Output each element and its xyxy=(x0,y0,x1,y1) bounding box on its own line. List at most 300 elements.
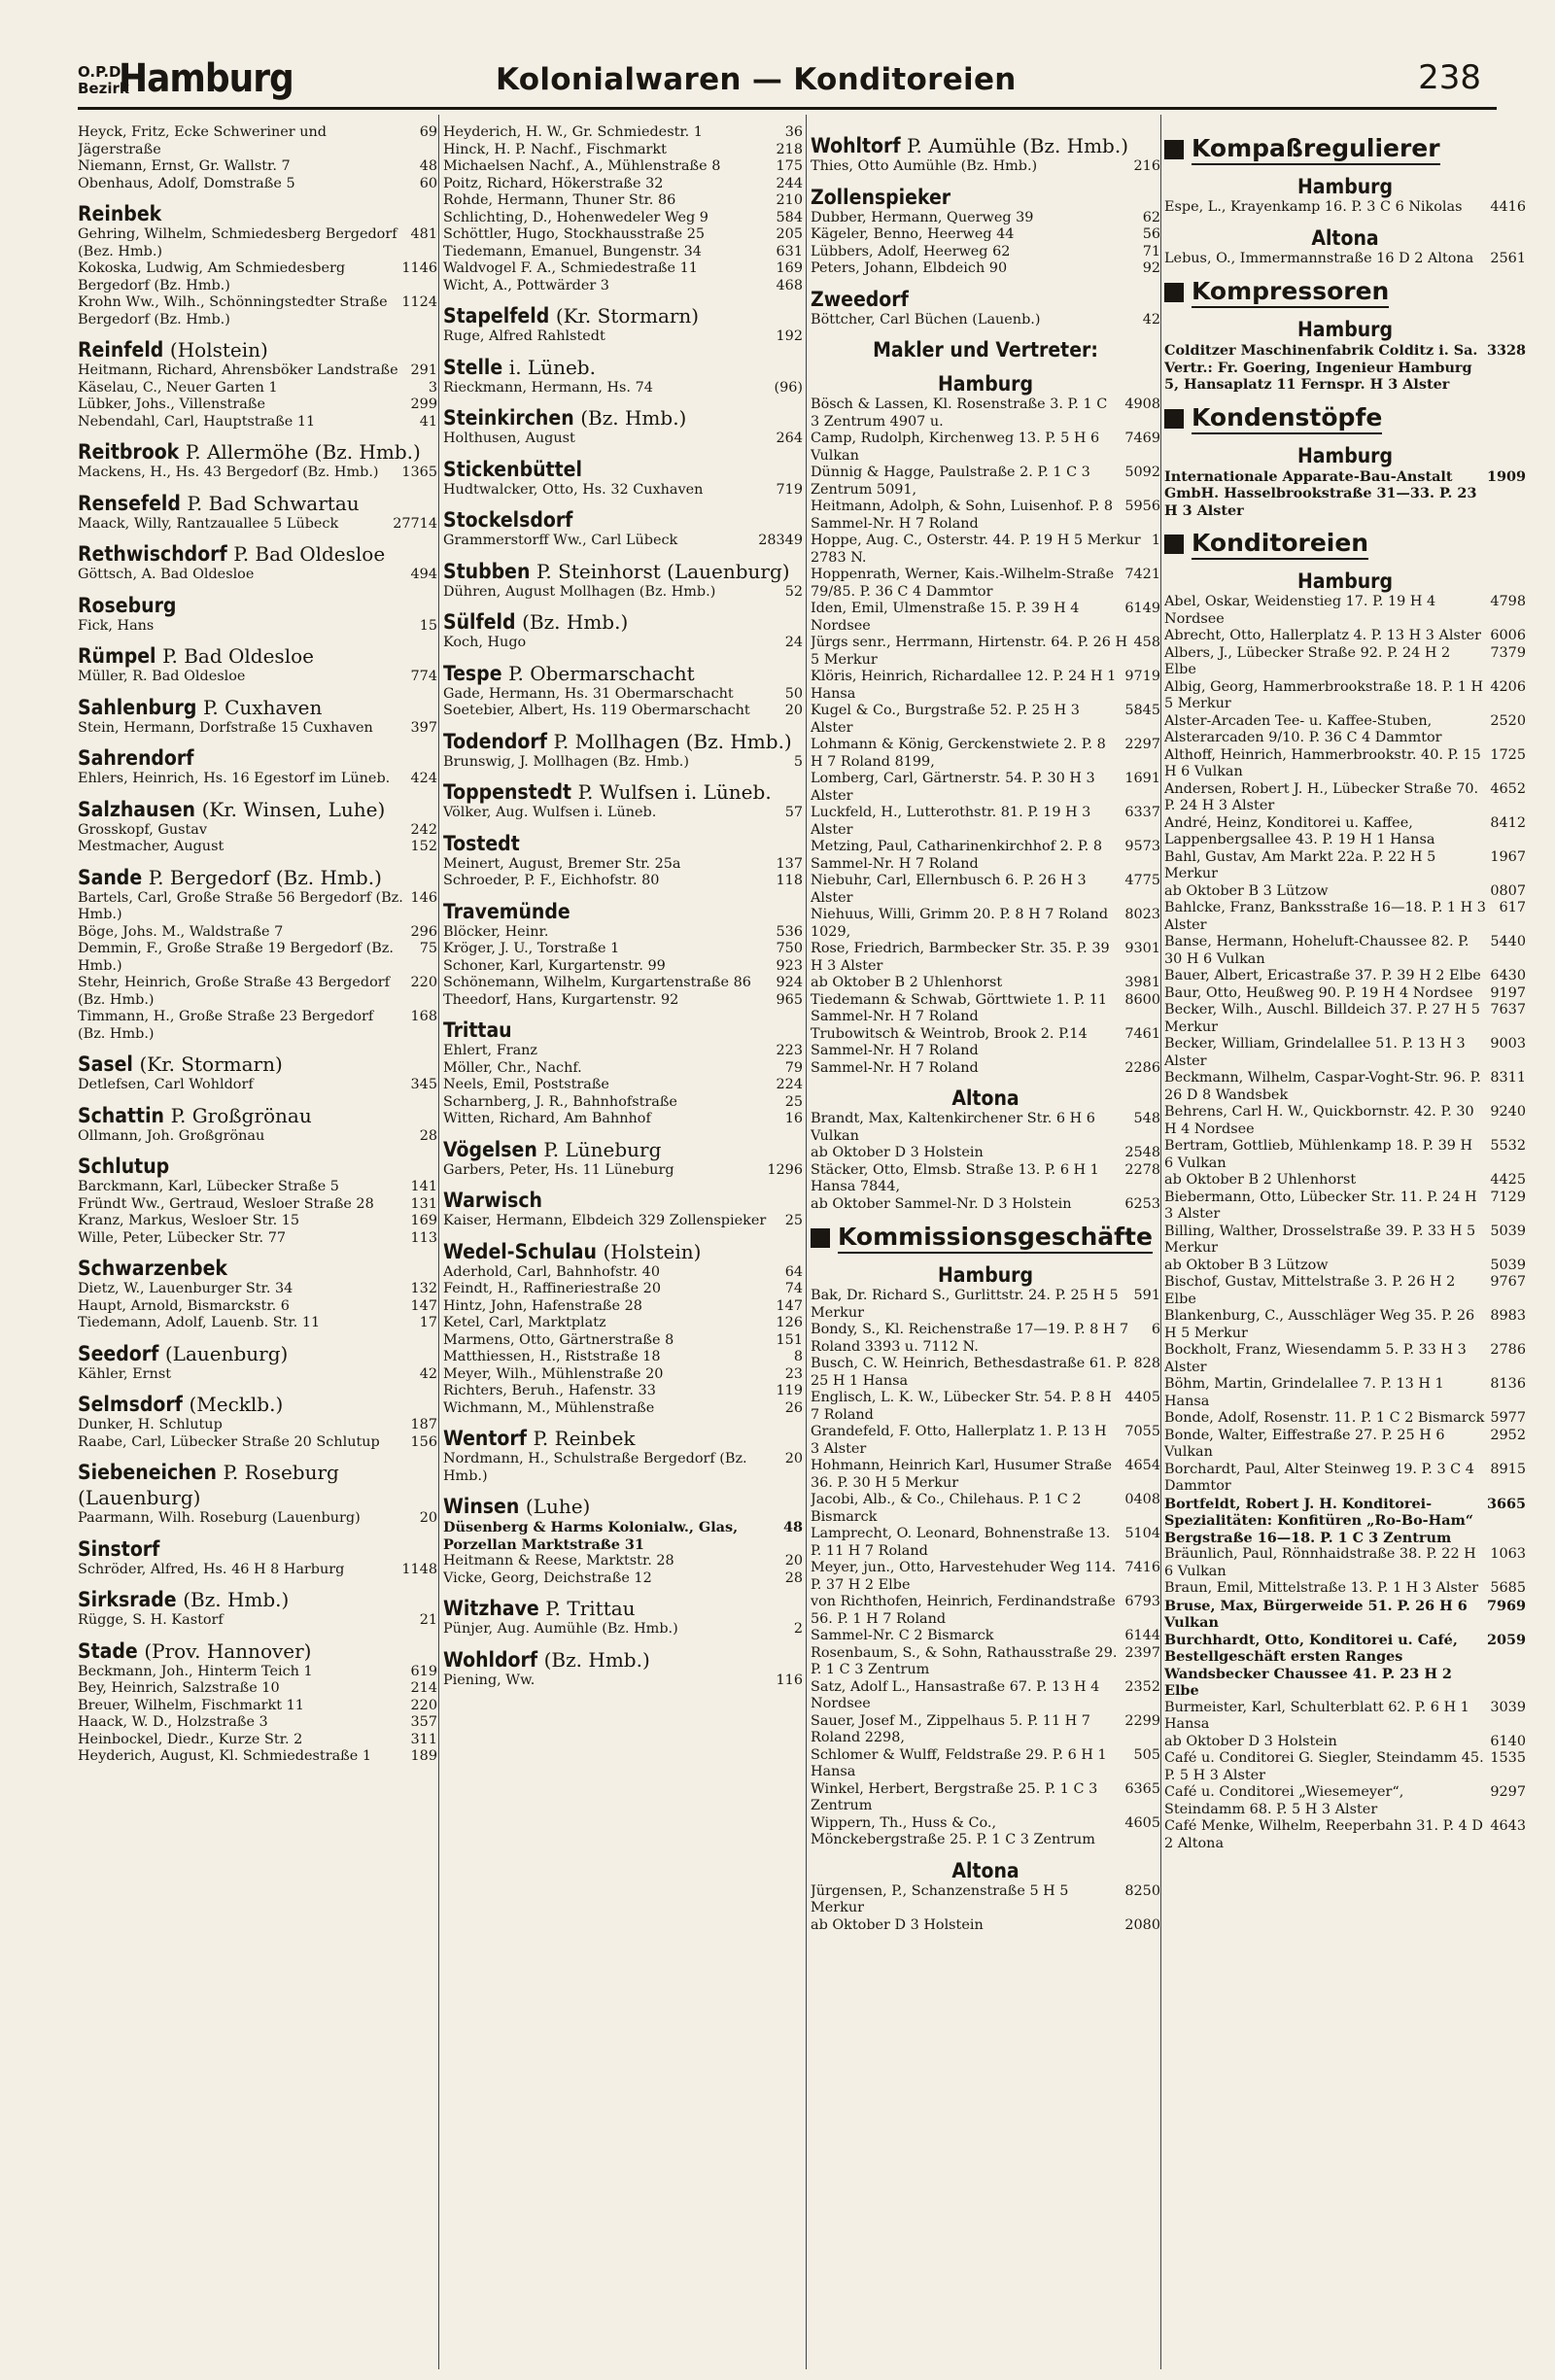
entry-number: 584 xyxy=(776,209,803,225)
place-heading xyxy=(443,1647,803,1673)
entry-text: Bruse, Max, Bürgerweide 51. P. 26 H 6 Vulkan xyxy=(1164,1597,1468,1631)
entry-text: Böhm, Martin, Grindelallee 7. P. 13 H 1 Hansa xyxy=(1164,1376,1444,1409)
entry-text: Raabe, Carl, Lübecker Straße 20 Schlutup xyxy=(78,1433,380,1450)
directory-entry xyxy=(78,465,437,482)
directory-entry xyxy=(443,1213,803,1230)
directory-entry xyxy=(78,260,437,294)
entry-number: 36 xyxy=(784,124,803,140)
entry-text: Bahl, Gustav, Am Markt 22a. P. 22 H 5 Merkur xyxy=(1164,848,1436,881)
entry-text: Klöris, Heinrich, Richardallee 12. P. 24 H 1 Hansa xyxy=(811,669,1117,702)
place-heading xyxy=(443,355,803,380)
entry-number: 8915 xyxy=(1490,1461,1526,1477)
entry-text: Käselau, C., Neuer Garten 1 xyxy=(78,379,278,396)
place-heading xyxy=(443,661,803,686)
entry-number: 9240 xyxy=(1490,1104,1526,1120)
entry-text: Blankenburg, C., Ausschläger Weg 35. P. 26 H 5 Merkur xyxy=(1164,1308,1475,1341)
entry-number: 20 xyxy=(784,703,803,718)
entry-text: Haupt, Arnold, Bismarckstr. 6 xyxy=(78,1297,290,1314)
place-name: Seedorf xyxy=(78,1341,159,1365)
directory-entry xyxy=(1164,1002,1526,1036)
directory-entry xyxy=(443,873,803,890)
directory-entry xyxy=(443,924,803,942)
entry-text: Grandefeld, F. Otto, Hallerplatz 1. P. 13 H 3 Alster xyxy=(811,1424,1107,1457)
directory-entry xyxy=(443,1111,803,1128)
entry-text: Rosenbaum, S., & Sohn, Rathausstraße 29. P. 1 C 3 Zentrum xyxy=(811,1644,1118,1677)
entry-text: Wippern, Th., Huss & Co., Mönckebergstraße 25. P. 1 C 3 Zentrum xyxy=(811,1814,1095,1847)
place-heading xyxy=(811,1086,1160,1111)
entry-text: Café u. Conditorei „Wiesemeyer“, Steindamm 68. P. 5 H 3 Alster xyxy=(1164,1784,1404,1817)
entry-number: 1535 xyxy=(1490,1750,1526,1766)
place-heading xyxy=(78,643,437,669)
directory-entry xyxy=(78,414,437,431)
entry-text: Schlichting, D., Hohenwedeler Weg 9 xyxy=(443,209,708,225)
entry-number: 617 xyxy=(1499,900,1526,915)
entry-text: Schröder, Alfred, Hs. 46 H 8 Harburg xyxy=(78,1561,345,1577)
directory-entry xyxy=(811,1781,1160,1815)
entry-text: Sammel-Nr. H 7 Roland xyxy=(811,1059,979,1076)
directory-entry xyxy=(811,1679,1160,1713)
directory-entry xyxy=(811,226,1160,244)
directory-entry xyxy=(443,1349,803,1366)
entry-number: 28349 xyxy=(758,533,803,548)
entry-text: Albig, Georg, Hammerbrookstraße 18. P. 1 H 5 Merkur xyxy=(1164,678,1484,711)
place-name: Hamburg xyxy=(1296,443,1394,467)
column-divider xyxy=(1160,115,1161,2369)
entry-text: Schroeder, P. F., Eichhofstr. 80 xyxy=(443,873,660,888)
entry-text: Tiedemann & Schwab, Görttwiete 1. P. 11 Sammel-Nr. H 7 Roland xyxy=(811,991,1108,1024)
directory-entry xyxy=(1164,1342,1526,1376)
directory-entry xyxy=(1164,713,1526,747)
entry-number: 2286 xyxy=(1124,1059,1160,1076)
entry-text: Marmens, Otto, Gärtnerstraße 8 xyxy=(443,1331,674,1348)
entry-number: 7416 xyxy=(1124,1560,1160,1575)
entry-number: 2080 xyxy=(1124,1916,1160,1933)
entry-number: 357 xyxy=(410,1714,437,1730)
entry-text: Heyderich, H. W., Gr. Schmiedestr. 1 xyxy=(443,124,703,140)
place-name: Rensefeld xyxy=(78,491,181,515)
entry-text: Niemann, Ernst, Gr. Wallstr. 7 xyxy=(78,158,291,174)
entry-text: Hoppe, Aug. C., Osterstr. 44. P. 19 H 5 Merkur 2783 N. xyxy=(811,533,1141,566)
square-bullet-icon xyxy=(1164,409,1184,429)
directory-entry xyxy=(443,584,803,602)
entry-number: 118 xyxy=(776,873,803,888)
entry-text: Düsenberg & Harms Kolonialw., Glas, Porzellan Marktstraße 31 xyxy=(443,1519,739,1553)
entry-text: Grammerstorff Ww., Carl Lübeck xyxy=(443,533,678,548)
entry-text: Stehr, Heinrich, Große Straße 43 Bergedorf (Bz. Hmb.) xyxy=(78,975,390,1008)
entry-text: Brunswig, J. Mollhagen (Bz. Hmb.) xyxy=(443,753,689,770)
entry-text: Matthiessen, H., Riststraße 18 xyxy=(443,1349,661,1364)
directory-entry xyxy=(811,158,1160,176)
entry-text: Demmin, F., Große Straße 19 Bergedorf (Bz. Hmb.) xyxy=(78,941,394,974)
directory-entry xyxy=(443,703,803,720)
entry-text: Nebendahl, Carl, Hauptstraße 11 xyxy=(78,413,316,430)
place-heading xyxy=(811,1858,1160,1883)
entry-text: Dunker, H. Schlutup xyxy=(78,1417,223,1432)
directory-entry xyxy=(443,1451,803,1485)
entry-text: ab Oktober B 2 Uhlenhorst xyxy=(1164,1172,1357,1188)
entry-text: Michaelsen Nachf., A., Mühlenstraße 8 xyxy=(443,158,721,174)
directory-entry xyxy=(78,124,437,158)
directory-entry xyxy=(443,1281,803,1298)
entry-number: 20 xyxy=(784,1553,803,1569)
directory-entry xyxy=(78,1417,437,1434)
entry-text: Blöcker, Heinr. xyxy=(443,923,549,940)
entry-number: 62 xyxy=(1142,209,1160,225)
entry-number: 6140 xyxy=(1490,1733,1526,1749)
entry-number: 5845 xyxy=(1124,703,1160,718)
post-office: (Bz. Hmb.) xyxy=(183,1588,290,1611)
entry-text: Ollmann, Joh. Großgrönau xyxy=(78,1127,265,1144)
entry-number: 424 xyxy=(410,771,437,786)
directory-entry xyxy=(811,1162,1160,1196)
directory-entry xyxy=(811,601,1160,635)
entry-text: Wicht, A., Pottwärder 3 xyxy=(443,277,609,293)
entry-number: 169 xyxy=(410,1213,437,1228)
entry-number: 20 xyxy=(419,1510,437,1526)
place-heading xyxy=(443,779,803,805)
entry-text: Schönemann, Wilhelm, Kurgartenstraße 86 xyxy=(443,975,751,990)
entry-text: Meinert, August, Bremer Str. 25a xyxy=(443,855,681,872)
directory-entry xyxy=(1164,645,1526,679)
entry-number: 175 xyxy=(776,158,803,174)
entry-text: Wille, Peter, Lübecker Str. 77 xyxy=(78,1229,287,1246)
directory-entry xyxy=(78,1732,437,1749)
column-1 xyxy=(78,124,437,2360)
place-name: Altona xyxy=(951,1087,1019,1110)
entry-text: Heitmann, Richard, Ahrensböker Landstraße xyxy=(78,362,398,378)
place-name: Hamburg xyxy=(1296,569,1394,593)
directory-entry xyxy=(811,1628,1160,1645)
directory-entry xyxy=(78,771,437,788)
entry-number: 4206 xyxy=(1490,678,1526,695)
entry-number: 591 xyxy=(1133,1288,1160,1303)
entry-number: 3665 xyxy=(1486,1495,1526,1512)
section-heading xyxy=(1164,134,1526,165)
place-heading xyxy=(443,507,803,533)
directory-entry xyxy=(811,1917,1160,1935)
directory-entry xyxy=(1164,1546,1526,1580)
entry-text: Biebermann, Otto, Lübecker Str. 11. P. 24 H 3 Alster xyxy=(1164,1189,1477,1222)
directory-entry xyxy=(78,1179,437,1196)
directory-entry xyxy=(1164,1036,1526,1070)
entry-text: Kugel & Co., Burgstraße 52. P. 25 H 3 Alster xyxy=(811,703,1080,736)
directory-entry xyxy=(443,1060,803,1078)
directory-entry xyxy=(78,380,437,397)
entry-number: 7461 xyxy=(1124,1025,1160,1042)
entry-text: Burchhardt, Otto, Konditorei u. Café, Bestellgeschäft ersten Ranges Wandsbecker Chaussee 41. P. 23 H 2 Elbe xyxy=(1164,1631,1458,1699)
directory-entry xyxy=(443,244,803,261)
place-name: Trittau xyxy=(443,1018,512,1042)
entry-text: Vicke, Georg, Deichstraße 12 xyxy=(443,1569,652,1586)
entry-number: 42 xyxy=(1142,311,1160,328)
entry-number: 1296 xyxy=(767,1161,803,1178)
place-name: Wedel-Schulau xyxy=(443,1239,597,1263)
entry-text: Brandt, Max, Kaltenkirchener Str. 6 H 6 Vulkan xyxy=(811,1111,1095,1144)
post-office: (Kr. Stormarn) xyxy=(139,1052,283,1076)
entry-number: 205 xyxy=(776,226,803,242)
directory-entry xyxy=(1164,815,1526,849)
directory-entry xyxy=(811,1322,1160,1356)
entry-number: 25 xyxy=(784,1093,803,1110)
place-name: Altona xyxy=(951,1858,1019,1882)
entry-text: Stein, Hermann, Dorfstraße 15 Cuxhaven xyxy=(78,719,373,736)
entry-text: Wichmann, M., Mühlenstraße xyxy=(443,1399,655,1416)
entry-number: 1124 xyxy=(401,294,437,310)
directory-entry xyxy=(443,278,803,295)
entry-text: Espe, L., Krayenkamp 16. P. 3 C 6 Nikolas xyxy=(1164,199,1463,215)
entry-number: 9767 xyxy=(1490,1274,1526,1290)
directory-entry xyxy=(1164,1700,1526,1734)
place-heading xyxy=(1164,174,1526,199)
square-bullet-icon xyxy=(811,1228,830,1248)
entry-text: Tiedemann, Emanuel, Bungenstr. 34 xyxy=(443,243,702,259)
entry-text: Bischof, Gustav, Mittelstraße 3. P. 26 H 2 Elbe xyxy=(1164,1274,1456,1307)
directory-entry xyxy=(78,720,437,738)
place-heading xyxy=(443,457,803,482)
column-2 xyxy=(443,124,803,2360)
directory-entry xyxy=(1164,1410,1526,1428)
directory-entry xyxy=(811,703,1160,737)
directory-entry xyxy=(78,1281,437,1298)
directory-entry xyxy=(443,1570,803,1588)
entry-text: Meyer, jun., Otto, Harvestehuder Weg 114. P. 37 H 2 Elbe xyxy=(811,1560,1117,1593)
directory-entry xyxy=(443,941,803,958)
directory-entry xyxy=(1164,1138,1526,1172)
place-name: Altona xyxy=(1311,225,1379,250)
entry-number: 828 xyxy=(1133,1356,1160,1371)
place-name: Schattin xyxy=(78,1103,164,1127)
entry-number: 397 xyxy=(410,719,437,736)
entry-text: Ehlers, Heinrich, Hs. 16 Egestorf im Lüneb. xyxy=(78,771,391,786)
section-title: Kondenstöpfe xyxy=(1192,403,1382,434)
place-name: Zollenspieker xyxy=(811,185,951,209)
place-heading xyxy=(78,695,437,720)
directory-entry xyxy=(78,1298,437,1316)
post-office: P. Trittau xyxy=(545,1597,636,1620)
directory-entry xyxy=(811,1883,1160,1917)
directory-entry xyxy=(78,176,437,193)
entry-text: Mackens, H., Hs. 43 Bergedorf (Bz. Hmb.) xyxy=(78,465,379,480)
entry-text: Rügge, S. H. Kastorf xyxy=(78,1612,224,1628)
entry-number: 141 xyxy=(410,1179,437,1194)
place-heading xyxy=(443,1188,803,1213)
place-name: Hamburg xyxy=(1296,175,1394,198)
entry-number: 311 xyxy=(410,1731,437,1747)
entry-number: 1148 xyxy=(401,1561,437,1577)
entry-number: 147 xyxy=(410,1297,437,1314)
entry-text: Metzing, Paul, Catharinenkirchhof 2. P. 8 Sammel-Nr. H 7 Roland xyxy=(811,839,1102,872)
directory-entry xyxy=(78,294,437,328)
place-heading xyxy=(443,1426,803,1451)
place-heading xyxy=(443,609,803,635)
entry-number: 28 xyxy=(784,1569,803,1586)
bezirk-label: Bezirk xyxy=(78,80,129,97)
directory-entry xyxy=(811,975,1160,992)
directory-entry xyxy=(1164,1258,1526,1275)
entry-number: 244 xyxy=(776,175,803,191)
column-divider xyxy=(806,115,807,2369)
place-heading xyxy=(78,1341,437,1366)
place-heading xyxy=(443,405,803,431)
place-heading xyxy=(811,1262,1160,1288)
place-heading xyxy=(78,1103,437,1128)
section-heading xyxy=(1164,403,1526,434)
entry-number: 71 xyxy=(1142,243,1160,259)
entry-text: Witten, Richard, Am Bahnhof xyxy=(443,1111,651,1126)
entry-text: André, Heinz, Konditorei u. Kaffee, Lappenbergsallee 43. P. 19 H 1 Hansa xyxy=(1164,814,1435,847)
entry-number: 5977 xyxy=(1490,1410,1526,1426)
entry-text: Café Menke, Wilhelm, Reeperbahn 31. P. 4 D 2 Altona xyxy=(1164,1818,1483,1851)
directory-entry xyxy=(443,1553,803,1570)
entry-number: 5956 xyxy=(1124,499,1160,514)
entry-text: Aderhold, Carl, Bahnhofstr. 40 xyxy=(443,1263,660,1280)
entry-text: Neels, Emil, Poststraße xyxy=(443,1077,609,1092)
entry-number: 8136 xyxy=(1490,1376,1526,1392)
entry-number: 9297 xyxy=(1490,1784,1526,1800)
place-heading xyxy=(443,899,803,924)
entry-text: Dietz, W., Lauenburger Str. 34 xyxy=(78,1281,294,1296)
place-name: Todendorf xyxy=(443,729,547,753)
entry-number: (96) xyxy=(774,379,803,396)
directory-entry xyxy=(78,941,437,975)
place-name: Hamburg xyxy=(1296,318,1394,341)
entry-number: 210 xyxy=(776,192,803,208)
directory-entry xyxy=(811,941,1160,975)
entry-number: 924 xyxy=(776,975,803,990)
directory-entry xyxy=(1164,628,1526,645)
directory-entry xyxy=(811,669,1160,703)
entry-number: 57 xyxy=(784,805,803,820)
entry-text: Winkel, Herbert, Bergstraße 25. P. 1 C 3 Zentrum xyxy=(811,1780,1098,1813)
directory-entry xyxy=(1164,1818,1526,1852)
directory-entry xyxy=(78,1510,437,1528)
directory-entry xyxy=(811,805,1160,839)
directory-entry xyxy=(78,158,437,176)
directory-entry xyxy=(811,260,1160,278)
place-name: Stade xyxy=(78,1638,138,1663)
place-name: Selmsdorf xyxy=(78,1393,183,1416)
entry-number: 2299 xyxy=(1124,1712,1160,1729)
entry-number: 264 xyxy=(776,431,803,446)
directory-entry xyxy=(1164,934,1526,968)
entry-number: 7469 xyxy=(1124,431,1160,446)
entry-number: 15 xyxy=(419,617,437,634)
entry-number: 5440 xyxy=(1490,934,1526,949)
directory-entry xyxy=(443,975,803,992)
entry-number: 224 xyxy=(776,1077,803,1092)
entry-number: 152 xyxy=(410,839,437,854)
entry-number: 619 xyxy=(410,1663,437,1679)
entry-text: Baur, Otto, Heußweg 90. P. 19 H 4 Nordsee xyxy=(1164,984,1473,1001)
entry-number: 2952 xyxy=(1490,1427,1526,1443)
post-office: P. Steinhorst (Lauenburg) xyxy=(536,559,790,583)
post-office: (Bz. Hmb.) xyxy=(543,1647,650,1672)
place-heading xyxy=(78,745,437,771)
entry-number: 17 xyxy=(419,1315,437,1330)
post-office: P. Roseburg (Lauenburg) xyxy=(78,1461,339,1509)
directory-entry xyxy=(1164,1190,1526,1224)
section-title: Kompressoren xyxy=(1192,277,1389,308)
page-header xyxy=(78,56,1497,110)
post-office: (Lauenburg) xyxy=(164,1341,289,1365)
entry-number: 719 xyxy=(776,481,803,498)
directory-entry xyxy=(78,822,437,840)
entry-text: Peters, Johann, Elbdeich 90 xyxy=(811,260,1008,276)
directory-entry xyxy=(78,1714,437,1732)
entry-number: 147 xyxy=(776,1297,803,1314)
entry-text: Kröger, J. U., Torstraße 1 xyxy=(443,941,620,956)
entry-number: 0807 xyxy=(1490,882,1526,899)
place-name: Zweedorf xyxy=(811,287,909,311)
entry-text: Heyderich, August, Kl. Schmiedestraße 1 xyxy=(78,1748,372,1764)
directory-entry xyxy=(1164,849,1526,883)
place-name: Reitbrook xyxy=(78,440,180,464)
post-office: P. Bad Oldesloe xyxy=(162,644,314,668)
post-office: P. Lüneburg xyxy=(543,1137,662,1161)
entry-number: 5104 xyxy=(1124,1526,1160,1541)
directory-entry xyxy=(811,1424,1160,1458)
directory-entry xyxy=(443,1383,803,1400)
place-name: Siebeneichen xyxy=(78,1461,217,1484)
entry-text: Böge, Johs. M., Waldstraße 7 xyxy=(78,923,284,940)
place-name: Steinkirchen xyxy=(443,406,574,430)
entry-number: 220 xyxy=(410,975,437,990)
section-heading xyxy=(811,1223,1160,1254)
entry-text: Lübbers, Adolf, Heerweg 62 xyxy=(811,243,1011,259)
entry-text: Grosskopf, Gustav xyxy=(78,821,208,838)
entry-number: 481 xyxy=(410,226,437,242)
entry-text: Feindt, H., Raffineriestraße 20 xyxy=(443,1281,661,1296)
entry-text: Haack, W. D., Holzstraße 3 xyxy=(78,1714,268,1730)
entry-text: Lamprecht, O. Leonard, Bohnenstraße 13. P. 11 H 7 Roland xyxy=(811,1526,1111,1559)
entry-text: Bonde, Walter, Eiffestraße 27. P. 25 H 6 Vulkan xyxy=(1164,1427,1445,1460)
entry-text: ab Oktober B 2 Uhlenhorst xyxy=(811,975,1003,990)
entry-text: Schlomer & Wulff, Feldstraße 29. P. 6 H 1 Hansa xyxy=(811,1746,1107,1779)
entry-text: ab Oktober D 3 Holstein xyxy=(811,1145,984,1160)
entry-number: 3039 xyxy=(1490,1699,1526,1715)
entry-text: Ehlert, Franz xyxy=(443,1043,537,1058)
entry-text: Dünnig & Hagge, Paulstraße 2. P. 1 C 3 Zentrum 5091, xyxy=(811,465,1090,498)
entry-text: Ruge, Alfred Rahlstedt xyxy=(443,328,605,344)
place-heading xyxy=(78,1587,437,1612)
entry-text: Althoff, Heinrich, Hammerbrookstr. 40. P. 15 H 6 Vulkan xyxy=(1164,746,1481,779)
entry-text: Möller, Chr., Nachf. xyxy=(443,1059,582,1076)
directory-entry xyxy=(78,397,437,414)
entry-number: 9719 xyxy=(1124,669,1160,684)
directory-entry xyxy=(811,839,1160,873)
entry-text: Müller, R. Bad Oldesloe xyxy=(78,669,246,684)
place-name: Makler und Vertreter: xyxy=(873,338,1098,362)
place-name: Sahrendorf xyxy=(78,746,194,770)
entry-text: Kaiser, Hermann, Elbdeich 329 Zollenspieker xyxy=(443,1213,767,1228)
entry-number: 60 xyxy=(419,175,437,191)
entry-text: Kägeler, Benno, Heerweg 44 xyxy=(811,226,1015,242)
place-name: Rümpel xyxy=(78,644,156,668)
opd-label: O.P.D. xyxy=(78,63,127,81)
entry-text: Bräunlich, Paul, Rönnhaidstraße 38. P. 22 H 6 Vulkan xyxy=(1164,1546,1476,1579)
entry-text: Albers, J., Lübecker Straße 92. P. 24 H 2 Elbe xyxy=(1164,644,1451,677)
entry-number: 6006 xyxy=(1490,628,1526,643)
directory-entry xyxy=(443,1094,803,1112)
entry-number: 126 xyxy=(776,1315,803,1330)
entry-text: von Richthofen, Heinrich, Ferdinandstraße 56. P. 1 H 7 Roland xyxy=(811,1594,1116,1627)
entry-text: Piening, Ww. xyxy=(443,1672,536,1688)
directory-entry xyxy=(78,1009,437,1043)
entry-text: Braun, Emil, Mittelstraße 13. P. 1 H 3 Alster xyxy=(1164,1580,1479,1596)
entry-number: 7421 xyxy=(1124,567,1160,582)
entry-number: 41 xyxy=(419,413,437,430)
directory-entry xyxy=(1164,1104,1526,1138)
